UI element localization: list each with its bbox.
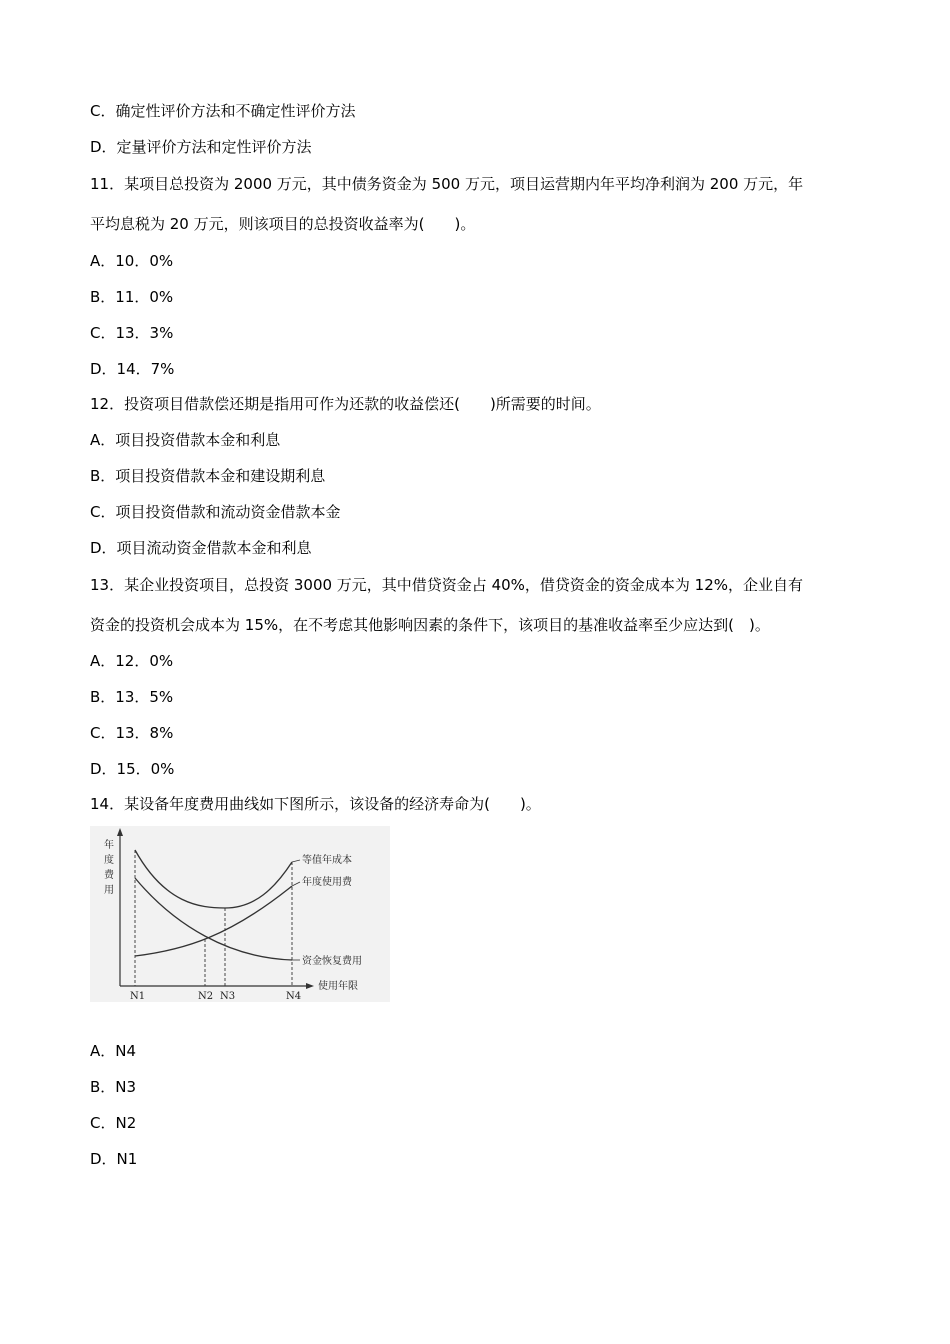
option-c-q12: C．项目投资借款和流动资金借款本金 — [90, 503, 341, 521]
label-annual-operating-cost: 年度使用费 — [302, 877, 352, 888]
option-b-q13: B．13．5% — [90, 688, 174, 706]
option-b-q14: B．N3 — [90, 1078, 137, 1096]
tick-n4: N4 — [286, 991, 302, 1002]
tick-n2: N2 — [198, 991, 214, 1002]
question-13-line1: 13．某企业投资项目，总投资 3000 万元，其中借贷资金占 40%，借贷资金的资金成本为 12%，企业自有 — [90, 576, 804, 594]
option-a-q13: A．12．0% — [90, 652, 174, 670]
cost-curve-diagram — [90, 826, 390, 1002]
option-c-q13: C．13．8% — [90, 724, 174, 742]
question-13-line2: 资金的投资机会成本为 15%，在不考虑其他影响因素的条件下，该项目的基准收益率至少应达到( )。 — [90, 616, 770, 634]
option-b-q12: B．项目投资借款本金和建设期利息 — [90, 467, 326, 485]
question-12: 12．投资项目借款偿还期是指用可作为还款的收益偿还( )所需要的时间。 — [90, 395, 601, 413]
option-c-q10: C．确定性评价方法和不确定性评价方法 — [90, 102, 356, 120]
label-equivalent-annual-cost: 等值年成本 — [302, 855, 352, 866]
equivalent-annual-cost-curve — [135, 850, 292, 908]
option-c-q11: C．13．3% — [90, 324, 174, 342]
option-d-q13: D．15．0% — [90, 760, 175, 778]
option-d-q10: D．定量评价方法和定性评价方法 — [90, 138, 312, 156]
y-label-char-1: 年 — [104, 840, 114, 851]
annual-cost-curve-figure — [90, 826, 390, 1002]
annual-operating-cost-curve — [135, 886, 292, 956]
question-11-line2: 平均息税为 20 万元，则该项目的总投资收益率为( )。 — [90, 215, 476, 233]
question-14: 14．某设备年度费用曲线如下图所示，该设备的经济寿命为( )。 — [90, 795, 541, 813]
tick-n3: N3 — [220, 991, 236, 1002]
y-label-char-4: 用 — [104, 885, 114, 896]
question-11-line1: 11．某项目总投资为 2000 万元，其中债务资金为 500 万元，项目运营期内年平均净利润为 200 万元，年 — [90, 175, 804, 193]
option-d-q11: D．14．7% — [90, 360, 175, 378]
y-label-char-3: 费 — [104, 870, 114, 881]
option-a-q14: A．N4 — [90, 1042, 137, 1060]
option-b-q11: B．11．0% — [90, 288, 174, 306]
tick-n1: N1 — [130, 991, 146, 1002]
x-axis-label: 使用年限 — [318, 981, 358, 992]
option-c-q14: C．N2 — [90, 1114, 137, 1132]
label-capital-recovery-cost: 资金恢复费用 — [302, 956, 362, 967]
x-axis-arrow — [306, 983, 314, 989]
y-label-char-2: 度 — [104, 855, 114, 866]
y-axis-arrow — [117, 828, 123, 836]
option-a-q12: A．项目投资借款本金和利息 — [90, 431, 281, 449]
option-d-q12: D．项目流动资金借款本金和利息 — [90, 539, 312, 557]
option-d-q14: D．N1 — [90, 1150, 138, 1168]
option-a-q11: A．10．0% — [90, 252, 174, 270]
